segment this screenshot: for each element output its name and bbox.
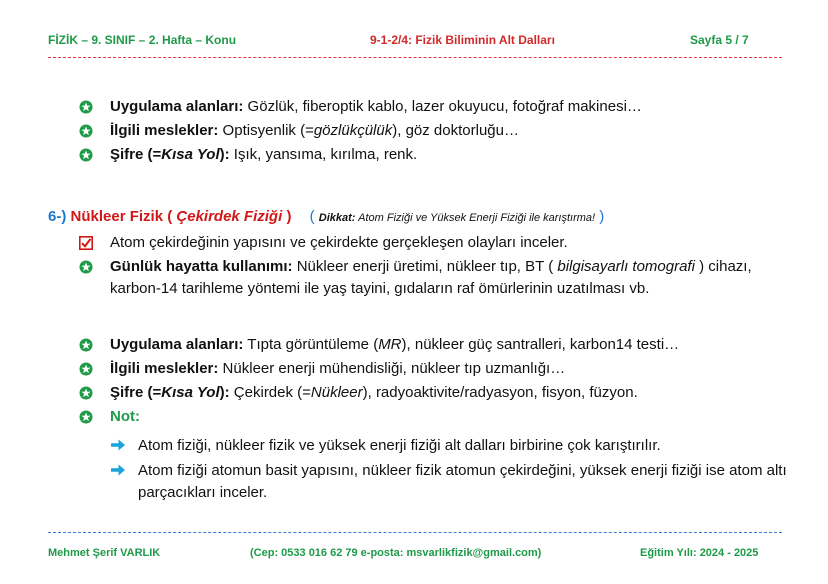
note-open-paren: ( (309, 208, 315, 225)
footer-year: Eğitim Yılı: 2024 - 2025 (640, 547, 759, 559)
code-label-italic: Kısa Yol (161, 146, 220, 163)
applications-label: Uygulama alanları: (110, 336, 244, 353)
code-item (80, 382, 790, 404)
code-text-end: ), radyoaktivite/radyasyon, fisyon, füzyon. (362, 384, 638, 401)
section-number: 6-) (48, 208, 67, 225)
applications-item (80, 334, 790, 356)
header-course: FİZİK – 9. SINIF – 2. Hafta – Konu (48, 33, 237, 47)
star-bullet-icon (79, 362, 93, 376)
not-label: Not: (110, 408, 140, 425)
jobs-label: İlgili meslekler: (110, 360, 219, 377)
star-bullet-icon (79, 124, 93, 138)
daily-use-text-start: Nükleer enerji üretimi, nükleer tıp, BT ( (292, 258, 554, 275)
note-text-1: Atom fiziği, nükleer fizik ve yüksek enerji fiziği alt dalları birbirine çok karıştırılır. (138, 437, 661, 454)
star-bullet-icon (79, 100, 93, 114)
code-label-end: ): (219, 384, 230, 401)
jobs-label: İlgili meslekler: (110, 122, 219, 139)
section-title-italic: Çekirdek Fiziği (176, 208, 283, 225)
jobs-text: Nükleer enerji mühendisliği, nükleer tıp uzmanlığı… (218, 360, 566, 377)
note-close-paren: ) (599, 208, 605, 225)
star-bullet-icon (79, 148, 93, 162)
code-text-italic: Nükleer (310, 384, 363, 401)
applications-text-italic: MR (378, 336, 402, 353)
note-item-2 (110, 460, 790, 504)
section-title (71, 208, 292, 225)
applications-label: Uygulama alanları: (110, 98, 244, 115)
star-bullet-icon (79, 260, 93, 274)
note-text-2: Atom fiziği atomun basit yapısını, nükleer fizik atomun çekirdeğini, yüksek enerji fiziği ise atom altı parçacıkları inceler. (138, 462, 787, 501)
section-title-end: ) (286, 208, 292, 225)
footer-contact: (Cep: 0533 016 62 79 e-posta: msvarlikfizik@gmail.com) (250, 547, 542, 559)
daily-use-text-italic: bilgisayarlı tomografi (557, 258, 695, 275)
jobs-text-start: Optisyenlik (= (218, 122, 314, 139)
definition-item (80, 232, 790, 254)
jobs-item (80, 358, 790, 380)
footer-divider (48, 532, 782, 533)
check-box-icon (79, 236, 93, 250)
jobs-text-end: ), göz doktorluğu… (392, 122, 519, 139)
code-label-end: ): (219, 146, 230, 163)
daily-use-text-end: ) cihazı, karbon-14 tarihleme yöntemi ile yaş tayini, gıdaların raf ömürlerinin uzatılması vb. (110, 258, 752, 297)
section-title-start: Nükleer Fizik ( (70, 208, 173, 225)
arrow-right-icon (110, 438, 126, 452)
header-page-number: Sayfa 5 / 7 (690, 33, 749, 47)
applications-text: Gözlük, fiberoptik kablo, lazer okuyucu, fotoğraf makinesi… (243, 98, 642, 115)
code-label-start: Şifre (= (110, 146, 162, 163)
header-divider (48, 57, 782, 58)
daily-use-item (80, 256, 790, 300)
optics-jobs-item (80, 120, 790, 142)
optics-code-item (80, 144, 790, 166)
footer-author: Mehmet Şerif VARLIK (48, 547, 161, 559)
note-label: Dikkat: (318, 212, 356, 224)
not-item (80, 406, 790, 428)
optics-applications-item (80, 96, 790, 118)
applications-text-start: Tıpta görüntüleme ( (243, 336, 379, 353)
header-topic: 9-1-2/4: Fizik Biliminin Alt Dalları (370, 33, 555, 47)
code-label-italic: Kısa Yol (161, 384, 220, 401)
daily-use-label: Günlük hayatta kullanımı: (110, 258, 293, 275)
note-text: Atom Fiziği ve Yüksek Enerji Fiziği ile karıştırma! (355, 212, 596, 224)
definition-text: Atom çekirdeğinin yapısını ve çekirdekte gerçekleşen olayları inceler. (110, 234, 568, 251)
code-label-start: Şifre (= (110, 384, 162, 401)
section-6-heading (48, 206, 604, 229)
code-text-start: Çekirdek (= (229, 384, 311, 401)
star-bullet-icon (79, 410, 93, 424)
section-note (310, 208, 605, 225)
star-bullet-icon (79, 338, 93, 352)
applications-text-end: ), nükleer güç santralleri, karbon14 testi… (401, 336, 680, 353)
code-text: Işık, yansıma, kırılma, renk. (229, 146, 418, 163)
jobs-text-italic: gözlükçülük (313, 122, 393, 139)
star-bullet-icon (79, 386, 93, 400)
note-item-1 (110, 435, 790, 457)
arrow-right-icon (110, 463, 126, 477)
